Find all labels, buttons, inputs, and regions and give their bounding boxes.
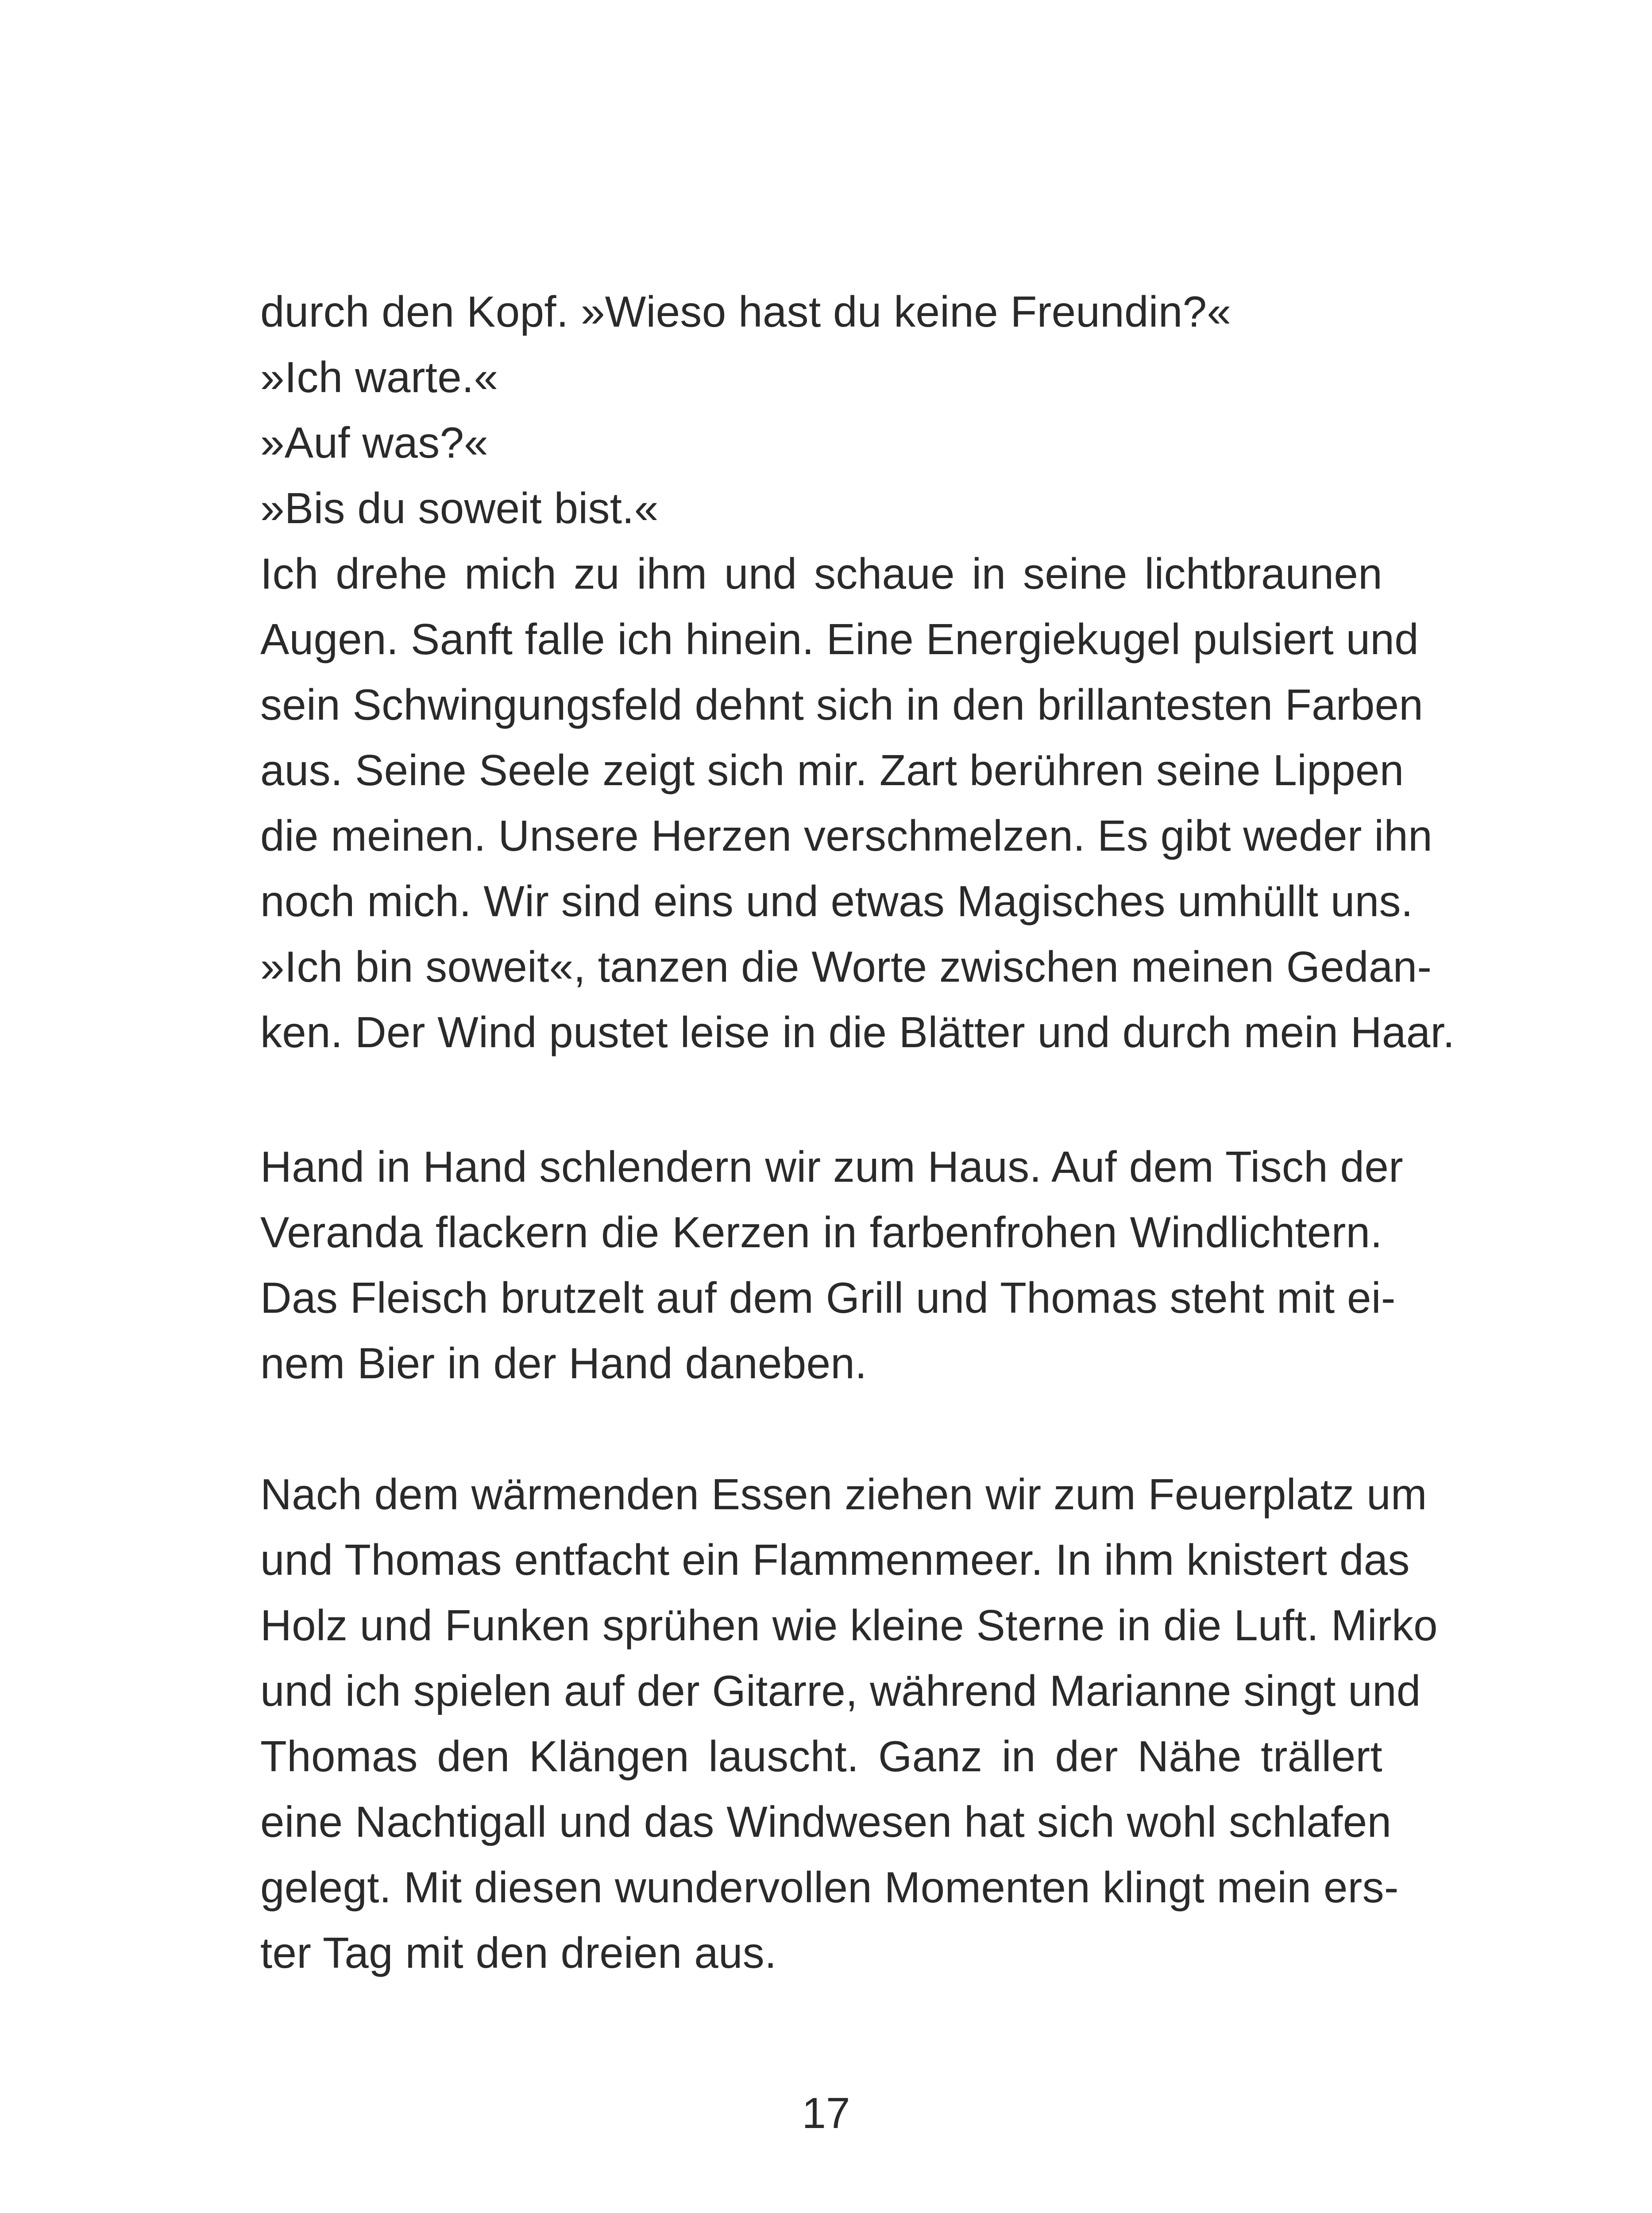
text-line: »Bis du soweit bist.« — [260, 484, 659, 532]
text-line: und ich spielen auf der Gitarre, während Marianne singt und — [260, 1666, 1421, 1715]
page-number: 17 — [802, 2089, 850, 2137]
text-line: Ich drehe mich zu ihm und schaue in seine lichtbraunen — [260, 549, 1382, 598]
text-line: Thomas den Klängen lauscht. Ganz in der Nähe trällert — [260, 1732, 1382, 1781]
text-line: noch mich. Wir sind eins und etwas Magisches umhüllt uns. — [260, 877, 1413, 925]
text-line: »Auf was?« — [260, 418, 489, 467]
text-line: Holz und Funken sprühen wie kleine Sterne in die Luft. Mirko — [260, 1601, 1438, 1650]
text-line: nem Bier in der Hand daneben. — [260, 1339, 867, 1388]
text-line: aus. Seine Seele zeigt sich mir. Zart berühren seine Lippen — [260, 746, 1404, 794]
text-line: die meinen. Unsere Herzen verschmelzen. Es gibt weder ihn — [260, 811, 1433, 860]
text-line: eine Nachtigall und das Windwesen hat sich wohl schlafen — [260, 1797, 1392, 1846]
text-line: gelegt. Mit diesen wundervollen Momenten klingt mein ers- — [260, 1863, 1399, 1912]
paragraph-3 — [260, 1461, 1438, 1986]
paragraph-2 — [260, 1134, 1404, 1396]
text-line: durch den Kopf. »Wieso hast du keine Freundin?« — [260, 287, 1231, 336]
text-line: Veranda flackern die Kerzen in farbenfrohen Windlichtern. — [260, 1208, 1382, 1257]
text-line: Nach dem wärmenden Essen ziehen wir zum Feuerplatz um — [260, 1470, 1427, 1519]
text-line: Das Fleisch brutzelt auf dem Grill und Thomas steht mit ei- — [260, 1273, 1396, 1322]
text-line: Augen. Sanft falle ich hinein. Eine Energiekugel pulsiert und — [260, 615, 1419, 663]
text-line: ken. Der Wind pustet leise in die Blätter und durch mein Haar. — [260, 1008, 1455, 1056]
text-line: sein Schwingungsfeld dehnt sich in den brillantesten Farben — [260, 680, 1424, 729]
text-line: »Ich warte.« — [260, 353, 498, 401]
text-line: und Thomas entfacht ein Flammenmeer. In ihm knistert das — [260, 1535, 1410, 1584]
text-line: »Ich bin soweit«, tanzen die Worte zwischen meinen Gedan- — [260, 942, 1432, 991]
paragraph-1 — [260, 279, 1455, 1065]
text-line: ter Tag mit den dreien aus. — [260, 1928, 777, 1977]
text-line: Hand in Hand schlendern wir zum Haus. Auf dem Tisch der — [260, 1142, 1404, 1191]
